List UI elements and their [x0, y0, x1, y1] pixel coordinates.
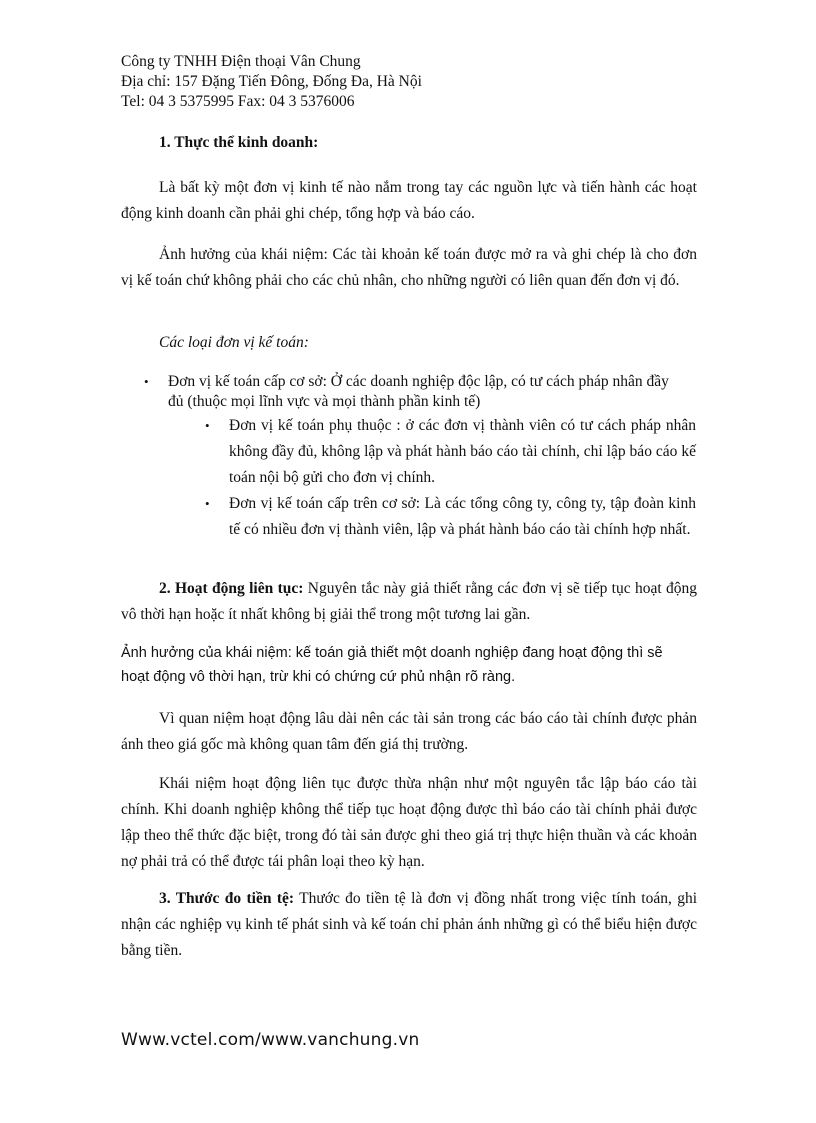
section-1-paragraph-2: Ảnh hưởng của khái niệm: Các tài khoản kế toán được mở ra và ghi chép là cho đơn vị kế toán chứ không phải cho các chủ nhân, cho những người có liên quan đến đơn vị đó.	[121, 246, 697, 289]
section-2-paragraph-2: Ảnh hưởng của khái niệm: kế toán giả thiết một doanh nghiệp đang hoạt động thì sẽ hoạt động vô thời hạn, trừ khi có chứng cứ phủ nhận rõ ràng.	[121, 645, 663, 685]
bullet-icon: •	[205, 496, 210, 511]
section-3-heading: 3. Thước đo tiền tệ:	[159, 890, 295, 907]
company-phone-fax: Tel: 04 3 5375995 Fax: 04 3 5376006	[121, 93, 355, 110]
list-item-text: Đơn vị kế toán phụ thuộc : ở các đơn vị thành viên có tư cách pháp nhân không đầy đủ, không lập và phát hành báo cáo tài chính, chỉ lập báo cáo kế toán nội bộ gửi cho đơn vị chính.	[229, 417, 696, 486]
list-item-text: Đơn vị kế toán cấp trên cơ sở: Là các tổng công ty, công ty, tập đoàn kinh tế có nhiều đơn vị thành viên, lập và phát hành báo cáo tài chính hợp nhất.	[229, 495, 696, 538]
section-1-paragraph-1: Là bất kỳ một đơn vị kinh tế nào nắm trong tay các nguồn lực và tiến hành các hoạt động kinh doanh cần phải ghi chép, tổng hợp và báo cáo.	[121, 179, 697, 222]
list-item	[205, 491, 696, 543]
section-2-heading: 2. Hoạt động liên tục:	[159, 580, 304, 597]
section-2-intro: Nguyên tắc này giả thiết rằng các đơn vị sẽ tiếp tục hoạt động vô thời hạn hoặc ít nhất không bị giải thể trong một tương lai gần.	[121, 580, 697, 623]
section-2-paragraph-1	[121, 576, 697, 628]
section-3-paragraph-1	[121, 886, 697, 964]
section-1-heading: 1. Thực thể kinh doanh:	[159, 134, 319, 151]
company-name: Công ty TNHH Điện thoại Vân Chung	[121, 53, 361, 70]
company-address: Địa chỉ: 157 Đặng Tiến Đông, Đống Đa, Hà Nội	[121, 73, 422, 90]
bullet-icon: •	[144, 374, 149, 389]
section-2-paragraph-3: Vì quan niệm hoạt động lâu dài nên các tài sản trong các báo cáo tài chính được phản ánh theo giá gốc mà không quan tâm đến giá thị trường.	[121, 710, 697, 753]
bullet-icon: •	[205, 418, 210, 433]
accounting-unit-types-title: Các loại đơn vị kế toán:	[159, 334, 309, 351]
section-3-intro: Thước đo tiền tệ là đơn vị đồng nhất trong việc tính toán, ghi nhận các nghiệp vụ kinh tế phát sinh và kế toán chỉ phản ánh những gì có thể biểu hiện được bằng tiền.	[121, 890, 698, 959]
accounting-unit-sublist	[205, 413, 696, 543]
footer-website: Www.vctel.com/www.vanchung.vn	[121, 1030, 420, 1050]
list-item-text: Đơn vị kế toán cấp cơ sở: Ở các doanh nghiệp độc lập, có tư cách pháp nhân đầy đủ (thuộc mọi lĩnh vực và mọi thành phần kinh tế)	[168, 373, 669, 410]
list-item	[205, 413, 696, 491]
letterhead	[121, 52, 422, 112]
accounting-unit-list	[144, 372, 688, 412]
list-item	[144, 372, 688, 412]
section-2-paragraph-4: Khái niệm hoạt động liên tục được thừa nhận như một nguyên tắc lập báo cáo tài chính. Khi doanh nghiệp không thể tiếp tục hoạt động được thì báo cáo tài chính phải được lập theo thể thức đặc biệt, trong đó tài sản được ghi theo giá trị thực hiện thuần và các khoản nợ phải trả có thể được tái phân loại theo kỳ hạn.	[121, 775, 697, 870]
